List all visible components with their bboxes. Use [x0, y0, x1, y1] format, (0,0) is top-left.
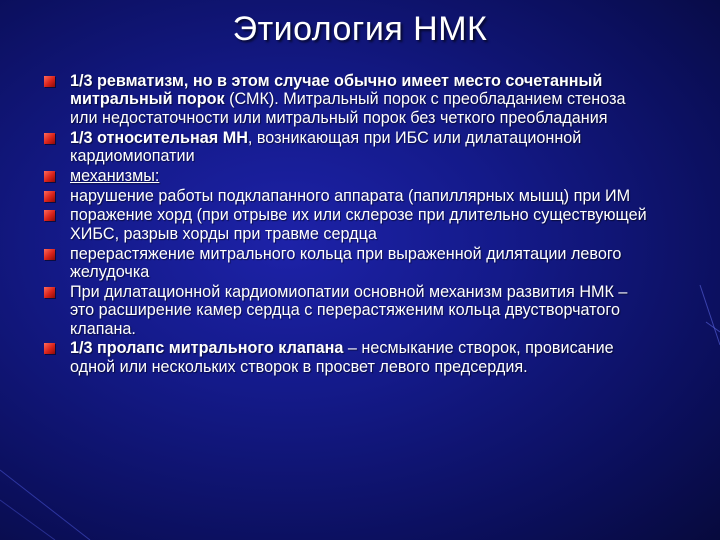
square-bullet-icon [44, 133, 55, 144]
item-lead: 1/3 пролапс митрального клапана [70, 339, 344, 358]
square-bullet-icon [44, 76, 55, 87]
list-item [44, 167, 656, 185]
list-item [44, 283, 656, 338]
slide-body [44, 72, 656, 378]
list-item [44, 206, 656, 243]
item-text: механизмы: [70, 166, 160, 185]
item-text: (СМК). Митральный порок с преобладанием стеноза или недостаточности или митральный порок без четкого преобладания [70, 90, 626, 127]
list-item [44, 187, 656, 205]
item-text: нарушение работы подклапанного аппарата (папиллярных мышц) при ИМ [70, 186, 631, 205]
square-bullet-icon [44, 210, 55, 221]
item-text: При дилатационной кардиомиопатии основной механизм развития НМК – это расширение камер сердца с перерастяженим кольца двустворчатого клапана. [70, 282, 628, 338]
square-bullet-icon [44, 191, 55, 202]
slide-title: Этиология НМК [232, 10, 488, 48]
list-item [44, 339, 656, 376]
item-lead: 1/3 ревматизм, но в этом случае обычно имеет место сочетанный митральный порок [70, 72, 603, 109]
square-bullet-icon [44, 343, 55, 354]
list-item [44, 245, 656, 282]
item-text: перерастяжение митрального кольца при выраженной дилятации левого желудочка [70, 244, 622, 282]
list-item [44, 72, 656, 127]
square-bullet-icon [44, 171, 55, 182]
item-text: – несмыкание створок, провисание одной или нескольких створок в просвет левого предсердия. [70, 339, 614, 376]
square-bullet-icon [44, 249, 55, 260]
item-text: , возникающая при ИБС или дилатационной кардиомиопатии [70, 128, 582, 166]
square-bullet-icon [44, 287, 55, 298]
item-lead: 1/3 относительная МН [70, 128, 248, 147]
list-item [44, 129, 656, 166]
item-text: поражение хорд (при отрыве их или склерозе при длительно существующей ХИБС, разрыв хорды при травме сердца [70, 206, 647, 243]
